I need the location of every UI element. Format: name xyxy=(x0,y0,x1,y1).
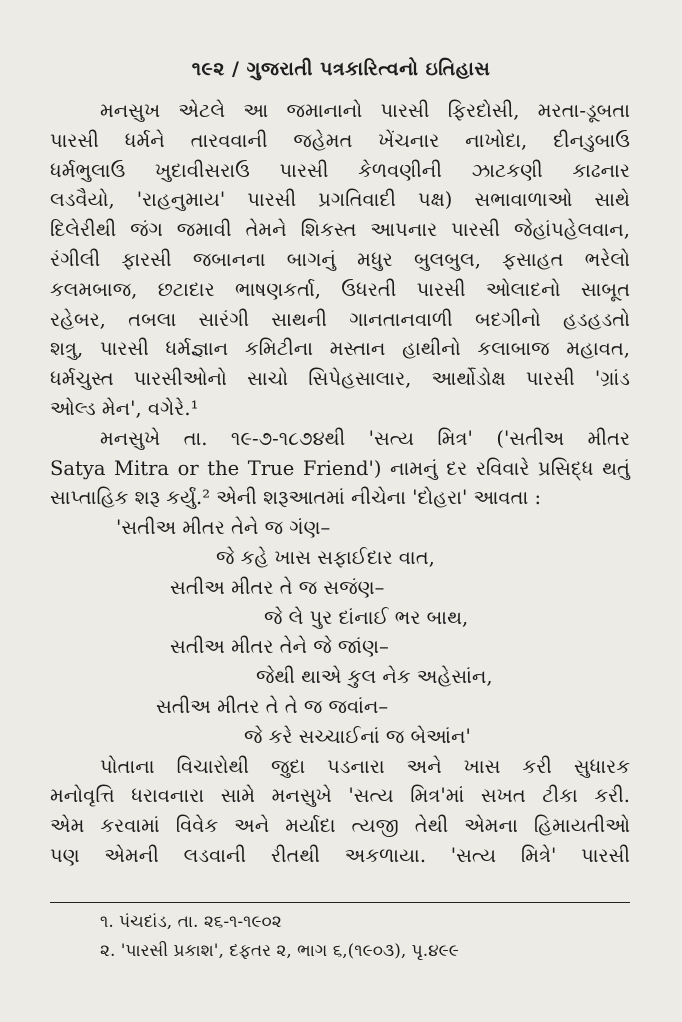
text-line: એમ કરવામાં વિવેક અને મર્યાદા ત્યજી તેથી એમના હિમાયતીઓ xyxy=(50,814,630,838)
text-line: ઓલ્ડ મેન', વગેરે.¹ xyxy=(50,396,199,420)
verse-line: સતીઅ મીતર તેને જે જાંણ– xyxy=(170,635,389,659)
text-line: કલમબાજ, છટાદાર ભાષણકર્તા, ઉધરતી પારસી ઓલાદનો સાબૂત xyxy=(50,277,630,301)
text-line: દિલેરીથી જંગ જમાવી તેમને શિકસ્ત આપનાર પારસી જેહાંપહેલવાન, xyxy=(50,218,630,242)
text-line: સાપ્તાહિક શરૂ કર્યું.² એની શરૂઆતમાં નીચેના 'દોહરા' આવતા : xyxy=(50,486,542,510)
footnote-1: ૧. પંચદાંડ, તા. ૨૬-૧-૧૯૦૨ xyxy=(100,912,282,932)
text-line: લડવૈયો, 'રાહનુમાય' પારસી પ્રગતિવાદી પક્ષ) સભાવાળાઓ સાથે xyxy=(50,188,630,212)
text-line: પણ એમની લડવાની રીતથી અકળાયા. 'સત્ય મિત્રે' પારસી xyxy=(50,843,630,867)
verse-line: જે લે પુર દાંનાઈ ભર બાથ, xyxy=(264,605,469,629)
verse-line: સતીઅ મીતર તે જ સજંણ– xyxy=(170,575,385,599)
text-line: ધર્મભુલાઉ ખુદાવીસરાઉ પારસી કેળવણીની ઝાટકણી કાઢનાર xyxy=(50,158,630,182)
verse-line: જે કહે ખાસ સફાઈદાર વાત, xyxy=(216,545,435,569)
body-text xyxy=(50,96,630,871)
verse-line: સતીઅ મીતર તે તે જ જવાંન– xyxy=(156,694,389,718)
footnote-divider xyxy=(50,902,630,903)
text-line: ધર્મચુસ્ત પારસીઓનો સાચો સિપેહસાલાર, આર્થોડોક્ષ પારસી 'ગ્રાંડ xyxy=(50,367,630,391)
text-line: શત્રુ, પારસી ધર્મજ્ઞાન કમિટીના મસ્તાન હાથીનો કલાબાજ મહાવત, xyxy=(50,337,630,361)
text-line: રંગીલી ફારસી જબાનના બાગનું મધુર બુલબુલ, ફસાહત ભરેલો xyxy=(50,247,630,271)
text-line: Satya Mitra or the True Friend') નામનું દર રવિવારે પ્રસિદ્ધ થતું xyxy=(50,456,630,480)
text-line: પારસી ધર્મને તારવવાની જહેમત ખેંચનાર નાખોદા, દીનડુબાઉ xyxy=(50,128,630,152)
footnote-2: ૨. 'પારસી પ્રકાશ', દફતર ૨, ભાગ ૬,(૧૯૦૩), પૃ.૪૯૯ xyxy=(100,941,459,961)
verse-line: જે કરે સચ્ચાઈનાં જ બેઆંન' xyxy=(244,724,471,748)
footnotes xyxy=(100,908,459,966)
verse-line: જેથી થાએ કુલ નેક અહેસાંન, xyxy=(256,665,493,689)
text-line: પોતાના વિચારોથી જુદા પડનારા અને ખાસ કરી સુધારક xyxy=(100,754,630,778)
text-line: રહેબર, તબલા સારંગી સાથની ગાનતાનવાળી બદગીનો હડહડતો xyxy=(50,307,630,331)
text-line: મનસુખ એટલે આ જમાનાનો પારસી ફિરદોસી, મરતા-ડૂબતા xyxy=(100,99,630,122)
text-line: મનસુખે તા. ૧૯-૭-૧૮૭૪થી 'સત્ય મિત્ર' ('સતીઅ મીતર xyxy=(100,426,630,450)
verse-line: 'સતીઅ મીતર તેને જ ગંણ– xyxy=(116,516,331,540)
page-header: ૧૯૨ / ગુજરાતી પત્રકારિત્વનો ઇતિહાસ xyxy=(191,58,491,80)
text-line: મનોવૃત્તિ ધરાવનારા સામે મનસુખે 'સત્ય મિત્ર'માં સખત ટીકા કરી. xyxy=(50,784,630,808)
